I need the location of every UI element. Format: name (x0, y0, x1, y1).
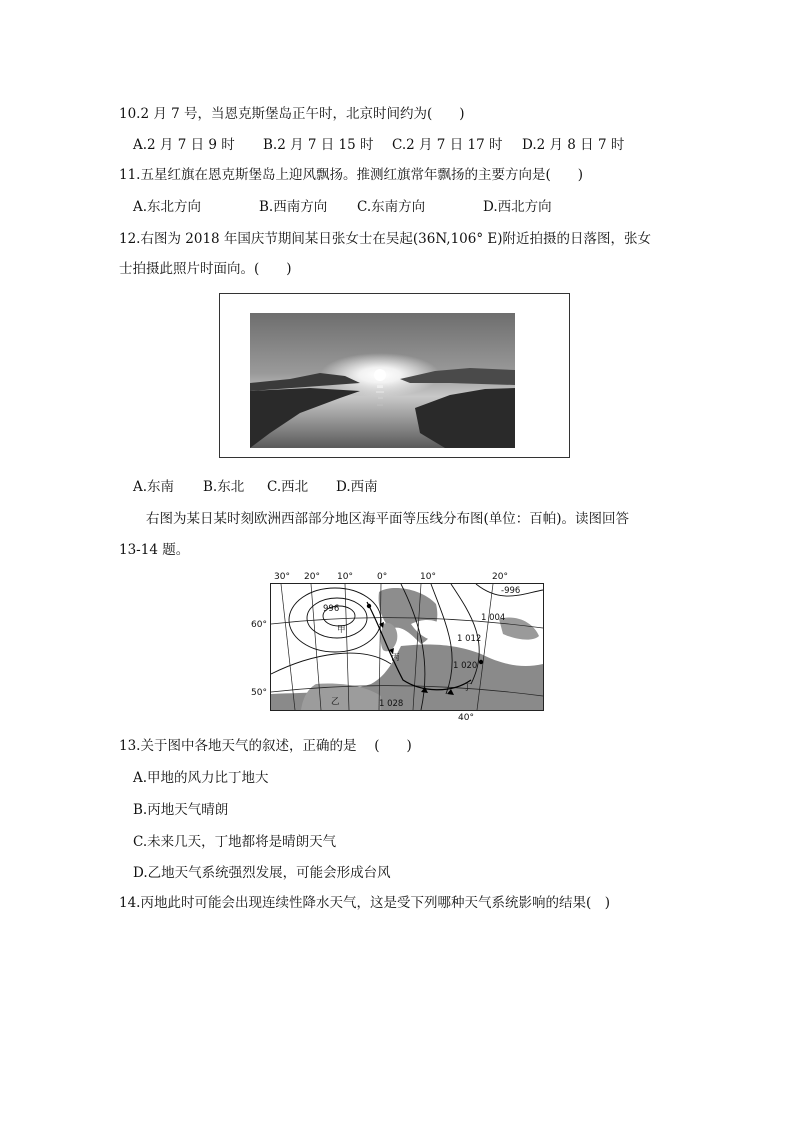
q10-option-b: B.2 月 7 日 15 时 (263, 137, 374, 153)
map-lon-label: 20° (304, 572, 320, 582)
place-yi: 乙 (331, 697, 340, 707)
question-12-stem-line1: 12.右图为 2018 年国庆节期间某日张女士在吴起(36N,106° E)附近拍摄的日落图，张女 (119, 231, 652, 247)
sunset-photo (250, 313, 515, 448)
map-lat-label: 50° (251, 688, 267, 698)
isobar-label: 1 012 (457, 634, 482, 644)
map-intro-line2: 13-14 题。 (119, 542, 190, 558)
q12-option-c: C.西北 (267, 479, 309, 495)
question-10-stem: 10.2 月 7 号，当恩克斯堡岛正午时，北京时间约为( ) (119, 106, 465, 122)
q13-option-d: D.乙地天气系统强烈发展，可能会形成台风 (133, 865, 391, 881)
isobar-map-drawing (271, 584, 543, 710)
map-lon-label: 30° (274, 572, 290, 582)
isobar-map (270, 583, 544, 711)
map-lat-label: 60° (251, 620, 267, 630)
map-lat-label: 40° (458, 713, 474, 723)
q12-option-a: A.东南 (133, 479, 175, 495)
q11-option-a: A.东北方向 (133, 199, 202, 215)
q13-option-c: C.未来几天，丁地都将是晴朗天气 (133, 834, 337, 850)
q10-option-a: A.2 月 7 日 9 时 (133, 137, 235, 153)
place-jia: 甲 (337, 625, 346, 635)
q10-option-d: D.2 月 8 日 7 时 (522, 137, 625, 153)
question-14-stem: 14.丙地此时可能会出现连续性降水天气，这是受下列哪种天气系统影响的结果( ) (119, 895, 611, 911)
q11-option-d: D.西北方向 (483, 199, 552, 215)
isobar-label: -996 (501, 586, 521, 596)
map-intro-line1: 右图为某日某时刻欧洲西部部分地区海平面等压线分布图(单位：百帕)。读图回答 (146, 511, 630, 527)
map-lon-label: 10° (337, 572, 353, 582)
question-12-stem-line2: 士拍摄此照片时面向。( ) (119, 261, 292, 277)
q12-option-b: B.东北 (203, 479, 245, 495)
q12-option-d: D.西南 (336, 479, 378, 495)
isobar-label: 1 028 (379, 699, 404, 709)
sunset-photo-frame (219, 293, 570, 458)
q11-option-c: C.东南方向 (357, 199, 426, 215)
q13-option-b: B.丙地天气晴朗 (133, 802, 229, 818)
q13-option-a: A.甲地的风力比丁地大 (133, 770, 269, 786)
place-bing: 丙 (391, 653, 400, 663)
question-11-stem: 11.五星红旗在恩克斯堡岛上迎风飘扬。推测红旗常年飘扬的主要方向是( ) (119, 167, 584, 183)
q10-option-c: C.2 月 7 日 17 时 (392, 137, 503, 153)
isobar-label: 996 (323, 604, 340, 614)
isobar-label: 1 004 (481, 613, 506, 623)
question-13-stem: 13.关于图中各地天气的叙述，正确的是 ( ) (119, 738, 412, 754)
place-ding: 丁 (463, 683, 472, 693)
isobar-label: 1 020 (453, 661, 478, 671)
map-lon-label: 0° (377, 572, 388, 582)
map-lon-label: 10° (420, 572, 436, 582)
map-lon-label: 20° (492, 572, 508, 582)
q11-option-b: B.西南方向 (259, 199, 328, 215)
